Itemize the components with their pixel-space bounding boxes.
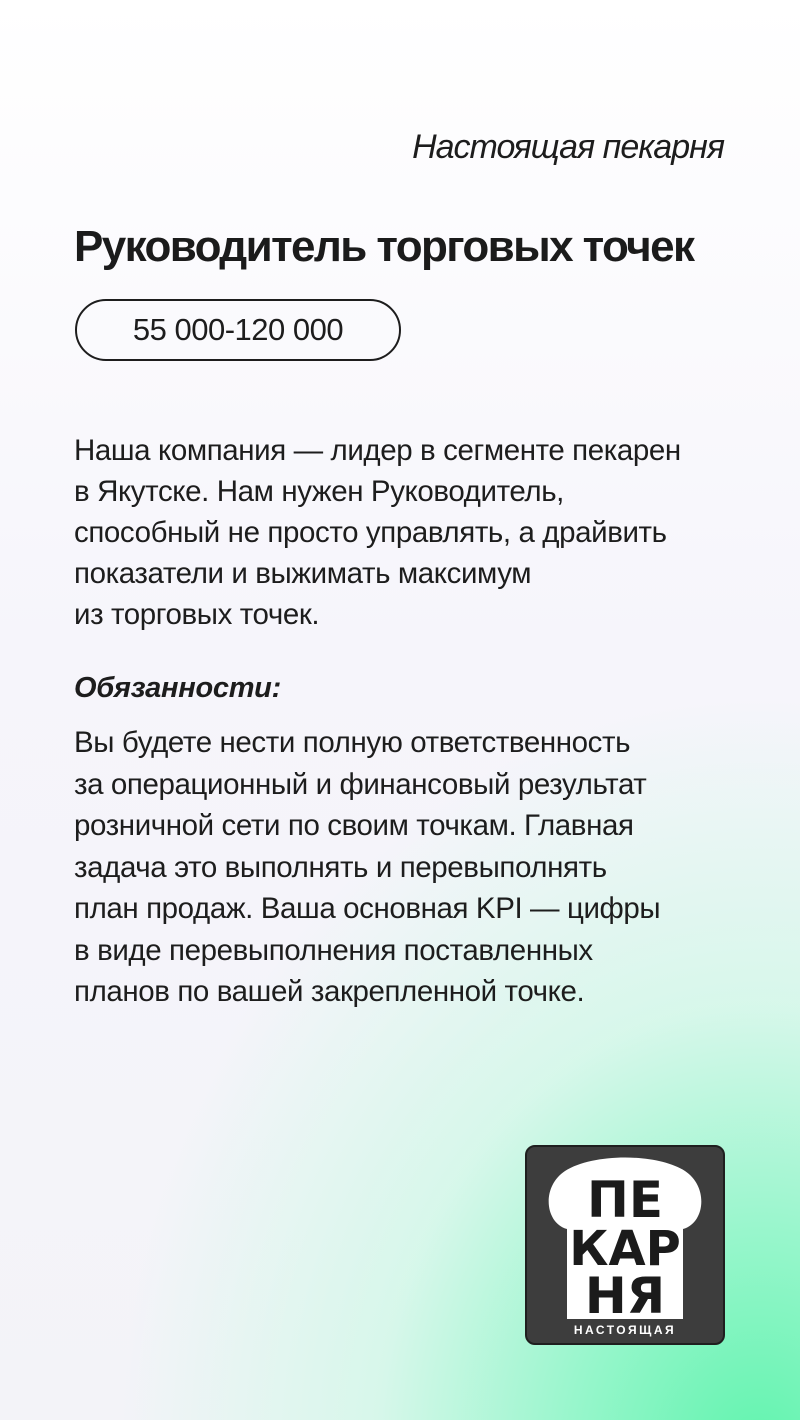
intro-line: из торговых точек. [74,598,320,631]
brand-name: Настоящая пекарня [412,128,724,166]
duties-line: розничной сети по своим точкам. Главная [74,809,634,842]
logo-letters-row-3: НЯ [584,1267,666,1325]
intro-paragraph [74,430,774,635]
duties-line: в виде перевыполнения поставленных [74,933,593,967]
duties-line: за операционный и финансовый результат [74,767,647,801]
page-title: Руководитель торговых точек [74,222,694,271]
duties-line: планов по вашей закрепленной точке. [74,975,585,1008]
intro-line: способный не просто управлять, а драйвить [74,516,667,549]
bakery-logo [525,1145,725,1345]
duties-line: задача это выполнять и перевыполнять [74,850,607,884]
duties-line: план продаж. Ваша основная KPI — цифры [74,892,661,925]
salary-value: 55 000-120 000 [132,312,344,347]
duties-line: Вы будете нести полную ответственность [74,726,631,759]
salary-badge [75,299,401,361]
intro-line: в Якутске. Нам нужен Руководитель, [74,475,564,508]
intro-line: показатели и выжимать максимум [74,557,532,590]
logo-letters-row-2: КАР [569,1221,681,1277]
logo-caption: НАСТОЯЩАЯ [573,1323,677,1337]
intro-line: Наша компания — лидер в сегменте пекарен [74,434,681,467]
duties-paragraph [74,722,774,1013]
bread-loaf-icon [527,1147,723,1343]
logo-letters-row-1: ПЕ [586,1171,664,1229]
duties-heading: Обязанности: [74,672,281,704]
